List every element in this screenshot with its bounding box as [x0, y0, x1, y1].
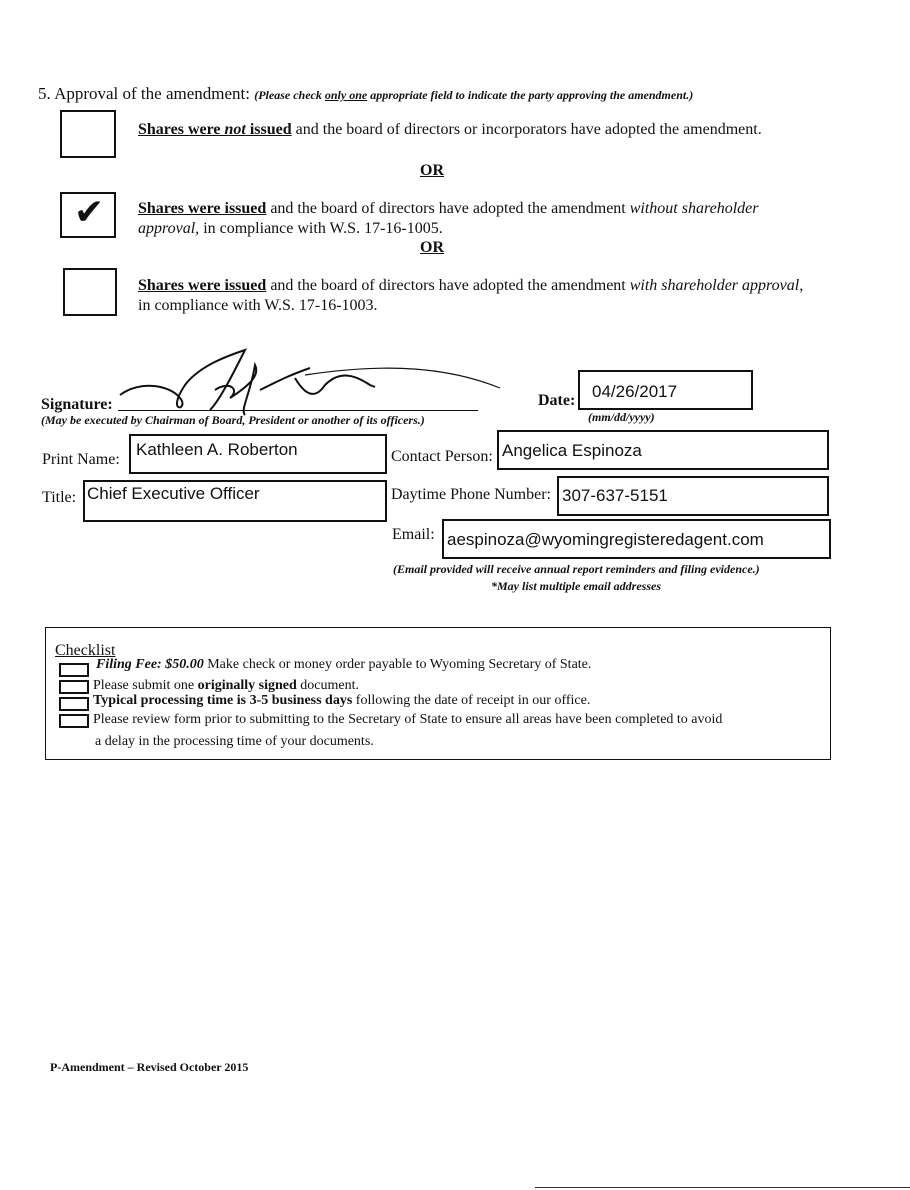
print-name-field[interactable]: Kathleen A. Roberton: [129, 434, 387, 474]
section-heading: 5. Approval of the amendment: (Please check only one appropriate field to indicate the party approving the amendment.): [38, 84, 694, 103]
checklist-checkbox-fee[interactable]: [59, 663, 89, 677]
checklist-item-fee: Filing Fee: $50.00 Make check or money order payable to Wyoming Secretary of State.: [96, 657, 592, 672]
option-without-approval-checkbox[interactable]: [60, 192, 116, 238]
or-divider-1: OR: [420, 162, 444, 179]
date-format: (mm/dd/yyyy): [588, 410, 655, 424]
footer-revision: P-Amendment – Revised October 2015: [50, 1060, 249, 1074]
checklist-checkbox-processing[interactable]: [59, 697, 89, 711]
email-multiple-note: *May list multiple email addresses: [491, 579, 661, 593]
checklist-item-review: Please review form prior to submitting to the Secretary of State to ensure all areas have been completed to avoid a delay in the processing time of your documents.: [93, 712, 723, 749]
date-field[interactable]: 04/26/2017: [578, 370, 753, 410]
checklist-item-processing: Typical processing time is 3-5 business days following the date of receipt in our office.: [93, 693, 591, 708]
checklist-checkbox-signed[interactable]: [59, 680, 89, 694]
title-label: Title:: [42, 489, 77, 506]
email-field[interactable]: aespinoza@wyomingregisteredagent.com: [442, 519, 831, 559]
email-label: Email:: [392, 526, 435, 543]
print-name-label: Print Name:: [42, 451, 120, 468]
option-with-approval-checkbox[interactable]: [63, 268, 117, 316]
checklist-title: Checklist: [55, 642, 116, 659]
email-note: (Email provided will receive annual report reminders and filing evidence.): [393, 562, 760, 576]
option-with-approval-label: Shares were issued and the board of directors have adopted the amendment with shareholder approval, in compliance with W.S. 17-16-1003.: [138, 277, 804, 314]
checklist-checkbox-review[interactable]: [59, 714, 89, 728]
date-label: Date:: [538, 392, 576, 409]
contact-person-label: Contact Person:: [391, 448, 493, 465]
option-without-approval-label: Shares were issued and the board of directors have adopted the amendment without shareholder approval, in compliance with W.S. 17-16-1005.: [138, 200, 759, 237]
check-mark-icon: ✔: [74, 192, 105, 233]
contact-person-field[interactable]: Angelica Espinoza: [497, 430, 829, 470]
signature-note: (May be executed by Chairman of Board, President or another of its officers.): [41, 413, 425, 427]
title-field[interactable]: Chief Executive Officer: [83, 480, 387, 522]
scan-edge-line: [535, 1187, 910, 1188]
phone-field[interactable]: 307-637-5151: [557, 476, 829, 516]
section-instruction: (Please check only one appropriate field to indicate the party approving the amendment.): [254, 88, 694, 102]
or-divider-2: OR: [420, 239, 444, 256]
phone-label: Daytime Phone Number:: [391, 486, 551, 503]
option-not-issued-label: Shares were not issued and the board of directors or incorporators have adopted the amendment.: [138, 121, 762, 138]
signature-label: Signature:: [41, 396, 113, 413]
checklist-item-signed: Please submit one originally signed document.: [93, 678, 360, 693]
option-not-issued-checkbox[interactable]: [60, 110, 116, 158]
